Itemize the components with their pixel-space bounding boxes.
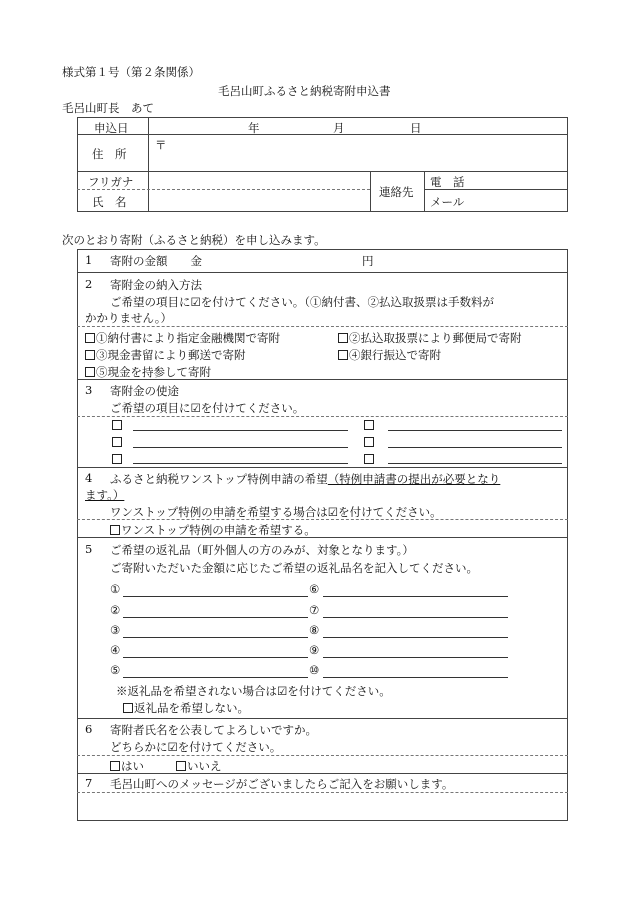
usage-line-6[interactable]	[388, 463, 562, 464]
payment-option-1[interactable]: ①納付書により指定金融機関で寄附	[85, 330, 280, 346]
s2-instruction: ご希望の項目に☑を付けてください。（①納付書、②払込取扱票は手数料が	[110, 295, 495, 309]
s5-note: ※返礼品を希望されない場合は☑を付けてください。	[116, 684, 391, 698]
checkbox-icon[interactable]	[338, 333, 348, 343]
phone-label: 電 話	[430, 175, 465, 189]
payment-option-5[interactable]: ⑤現金を持参して寄附	[85, 364, 211, 380]
s3-number: 3	[85, 383, 93, 397]
gift-number-3: ③	[110, 623, 121, 637]
usage-line-1[interactable]	[133, 430, 348, 431]
form-number: 様式第１号（第２条関係）	[62, 65, 200, 79]
s6-title: 寄附者氏名を公表してよろしいですか。	[110, 723, 317, 737]
email-label: メール	[430, 195, 465, 209]
contact-label: 連絡先	[379, 185, 414, 199]
s5-title: ご希望の返礼品（町外個人の方のみが、対象となります。）	[110, 543, 414, 557]
gift-number-6: ⑥	[309, 582, 320, 596]
payment-option-3[interactable]: ③現金書留により郵送で寄附	[85, 347, 246, 363]
usage-line-4[interactable]	[388, 430, 562, 431]
usage-checkbox-2[interactable]	[112, 437, 122, 447]
message-textarea[interactable]	[82, 795, 566, 821]
email-input[interactable]	[470, 193, 564, 207]
addressee: 毛呂山町長 あて	[62, 101, 154, 115]
usage-line-5[interactable]	[388, 447, 562, 448]
checkbox-icon[interactable]	[85, 367, 95, 377]
gift-number-9: ⑨	[309, 643, 320, 657]
month-input[interactable]	[262, 120, 330, 133]
checkbox-icon[interactable]	[110, 525, 120, 535]
s7-title: 毛呂山町へのメッセージがございましたらご記入をお願いします。	[110, 777, 454, 791]
intro-text: 次のとおり寄附（ふるさと納税）を申し込みます。	[62, 233, 326, 247]
gift-number-4: ④	[110, 643, 121, 657]
usage-checkbox-5[interactable]	[364, 437, 374, 447]
address-input[interactable]	[172, 140, 562, 166]
s5-number: 5	[85, 542, 93, 556]
name-label: 氏 名	[92, 195, 127, 209]
gift-line-5[interactable]	[123, 677, 308, 678]
no-gift-option[interactable]: 返礼品を希望しない。	[123, 700, 249, 716]
publish-yes-option[interactable]: はい	[110, 758, 144, 774]
day-input[interactable]	[346, 120, 406, 133]
s6-instruction: どちらかに☑を付けてください。	[110, 740, 282, 754]
checkbox-icon[interactable]	[85, 333, 95, 343]
payment-option-4[interactable]: ④銀行振込で寄附	[338, 347, 441, 363]
date-label: 申込日	[94, 121, 129, 135]
usage-checkbox-6[interactable]	[364, 454, 374, 464]
s5-instruction: ご寄附いただいた金額に応じたご希望の返礼品名を記入してください。	[110, 561, 478, 575]
checkbox-icon[interactable]	[338, 350, 348, 360]
gift-line-4[interactable]	[123, 657, 308, 658]
usage-line-2[interactable]	[133, 447, 348, 448]
gift-number-10: ⑩	[309, 663, 320, 677]
s4-title-cont: ます。）	[85, 488, 125, 502]
checkbox-icon[interactable]	[85, 350, 95, 360]
gift-line-6[interactable]	[323, 596, 508, 597]
s3-instruction: ご希望の項目に☑を付けてください。	[110, 401, 305, 415]
furigana-label: フリガナ	[88, 175, 134, 189]
s1-yen-label: 円	[362, 254, 374, 268]
furigana-input[interactable]	[152, 174, 366, 187]
s4-title: ふるさと納税ワンストップ特例申請の希望（特例申請書の提出が必要となり	[110, 472, 501, 486]
gift-line-7[interactable]	[323, 617, 508, 618]
s7-number: 7	[85, 776, 93, 790]
gift-number-5: ⑤	[110, 663, 121, 677]
form-title: 毛呂山町ふるさと納税寄附申込書	[218, 84, 391, 98]
gift-line-1[interactable]	[123, 596, 308, 597]
gift-line-9[interactable]	[323, 657, 508, 658]
onestop-option[interactable]: ワンストップ特例の申請を希望する。	[110, 522, 316, 538]
usage-checkbox-1[interactable]	[112, 420, 122, 430]
payment-option-2[interactable]: ②払込取扱票により郵便局で寄附	[338, 330, 522, 346]
gift-line-8[interactable]	[323, 637, 508, 638]
gift-line-3[interactable]	[123, 637, 308, 638]
checkbox-icon[interactable]	[176, 761, 186, 771]
month-label: 月	[333, 121, 345, 135]
day-label: 日	[410, 121, 422, 135]
checkbox-icon[interactable]	[110, 761, 120, 771]
gift-line-2[interactable]	[123, 617, 308, 618]
gift-line-10[interactable]	[323, 677, 508, 678]
address-label: 住 所	[92, 147, 127, 161]
gift-number-7: ⑦	[309, 603, 320, 617]
s6-number: 6	[85, 722, 93, 736]
s4-instruction: ワンストップ特例の申請を希望する場合は☑を付けてください。	[110, 505, 442, 519]
year-input[interactable]	[150, 120, 245, 133]
checkbox-icon[interactable]	[123, 703, 133, 713]
s4-number: 4	[85, 471, 93, 485]
donation-amount-input[interactable]	[222, 253, 352, 267]
s1-amount-label: 寄附の金額 金	[110, 254, 202, 268]
phone-input[interactable]	[470, 174, 564, 187]
usage-checkbox-4[interactable]	[364, 420, 374, 430]
gift-number-2: ②	[110, 603, 121, 617]
usage-checkbox-3[interactable]	[112, 454, 122, 464]
year-label: 年	[248, 121, 260, 135]
s2-instruction-cont: かかりません。）	[85, 311, 172, 325]
s2-number: 2	[85, 277, 93, 291]
s1-number: 1	[85, 253, 93, 267]
s2-title: 寄附金の納入方法	[110, 278, 202, 292]
postal-mark: 〒	[155, 138, 167, 152]
s3-title: 寄附金の使途	[110, 384, 179, 398]
gift-number-1: ①	[110, 582, 121, 596]
usage-line-3[interactable]	[133, 463, 348, 464]
publish-no-option[interactable]: いいえ	[176, 758, 222, 774]
name-input[interactable]	[152, 193, 366, 209]
gift-number-8: ⑧	[309, 623, 320, 637]
